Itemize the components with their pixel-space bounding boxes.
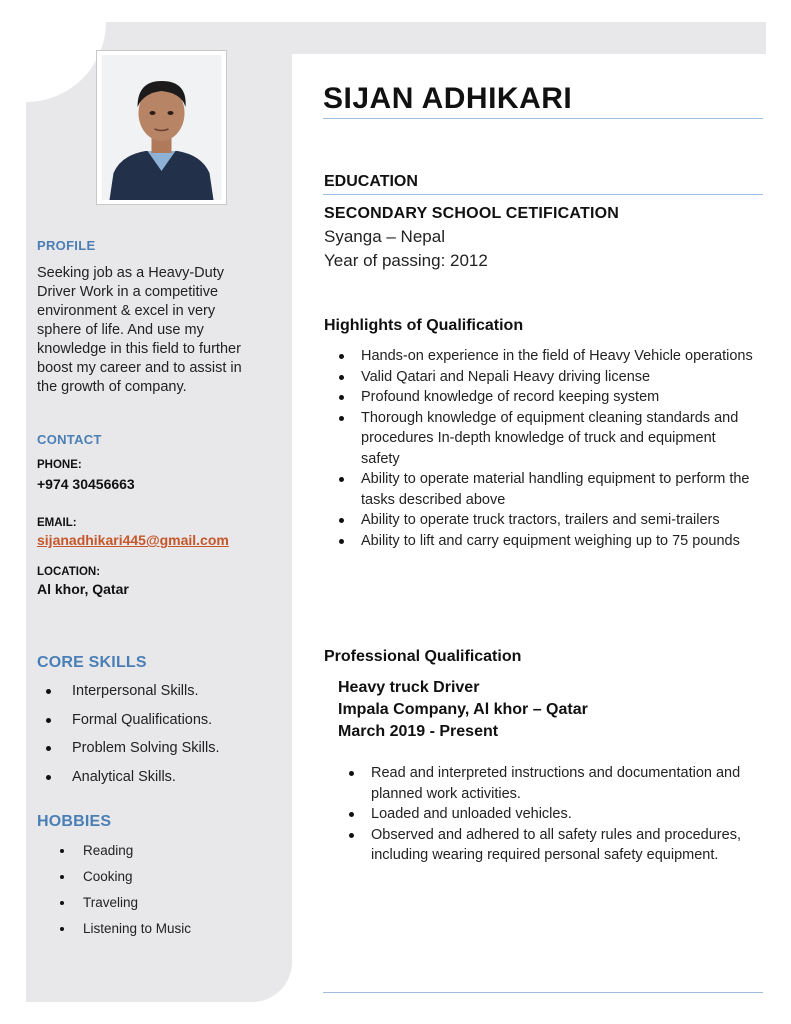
highlight-item: Valid Qatari and Nepali Heavy driving license bbox=[361, 367, 753, 388]
skill-item: Interpersonal Skills. bbox=[46, 682, 219, 711]
highlight-item: Ability to operate truck tractors, trailers and semi-trailers bbox=[361, 510, 753, 531]
education-place: Syanga – Nepal bbox=[324, 227, 445, 246]
skill-item: Analytical Skills. bbox=[46, 768, 219, 797]
hobby-item: Cooking bbox=[60, 868, 191, 894]
profile-photo bbox=[96, 50, 227, 205]
profile-heading: PROFILE bbox=[37, 238, 96, 253]
core-skills-heading: CORE SKILLS bbox=[37, 654, 147, 671]
duties-list bbox=[371, 763, 751, 866]
location-label: LOCATION: bbox=[37, 566, 101, 578]
profile-text: Seeking job as a Heavy-Duty Driver Work in a competitive environment & excel in very sphere of life. And use my knowledge in this field to further boost my career and to assist in the growth of company. bbox=[37, 265, 242, 395]
highlights-list bbox=[361, 346, 753, 551]
contact-heading: CONTACT bbox=[37, 432, 102, 447]
profile-photo-image bbox=[101, 55, 222, 200]
highlight-item: Hands-on experience in the field of Heavy Vehicle operations bbox=[361, 346, 753, 367]
education-heading: EDUCATION bbox=[324, 173, 418, 190]
phone-value: +974 30456663 bbox=[37, 476, 135, 492]
email-label: EMAIL: bbox=[37, 517, 77, 529]
skill-item: Formal Qualifications. bbox=[46, 711, 219, 740]
job-role: Heavy truck Driver bbox=[338, 679, 480, 696]
education-title: SECONDARY SCHOOL CETIFICATION bbox=[324, 205, 620, 222]
professional-heading: Professional Qualification bbox=[324, 648, 522, 665]
education-divider bbox=[323, 194, 763, 195]
education-year: Year of passing: 2012 bbox=[324, 251, 488, 270]
name-divider bbox=[323, 118, 763, 119]
highlight-item: Ability to operate material handling equipment to perform the tasks described above bbox=[361, 469, 753, 510]
hobby-item: Traveling bbox=[60, 894, 191, 920]
job-period: March 2019 - Present bbox=[338, 723, 499, 740]
highlight-item: Thorough knowledge of equipment cleaning standards and procedures In-depth knowledge of truck and equipment safety bbox=[361, 408, 753, 470]
hobbies-list bbox=[60, 842, 191, 946]
duty-item: Read and interpreted instructions and documentation and planned work activities. bbox=[371, 763, 751, 804]
job-company: Impala Company, Al khor – Qatar bbox=[338, 701, 588, 718]
core-skills-list bbox=[46, 682, 219, 796]
highlight-item: Profound knowledge of record keeping system bbox=[361, 387, 753, 408]
resume-name: SIJAN ADHIKARI bbox=[323, 82, 573, 115]
skill-item: Problem Solving Skills. bbox=[46, 739, 219, 768]
highlight-item: Ability to lift and carry equipment weighing up to 75 pounds bbox=[361, 531, 753, 552]
hobby-item: Listening to Music bbox=[60, 920, 191, 946]
phone-label: PHONE: bbox=[37, 459, 82, 471]
email-link[interactable]: sijanadhikari445@gmail.com bbox=[37, 532, 229, 548]
duty-item: Observed and adhered to all safety rules and procedures, including wearing required personal safety equipment. bbox=[371, 825, 751, 866]
hobby-item: Reading bbox=[60, 842, 191, 868]
highlights-heading: Highlights of Qualification bbox=[324, 317, 524, 334]
location-value: Al khor, Qatar bbox=[37, 581, 129, 597]
hobbies-heading: HOBBIES bbox=[37, 813, 112, 830]
footer-divider bbox=[323, 992, 763, 993]
duty-item: Loaded and unloaded vehicles. bbox=[371, 804, 751, 825]
